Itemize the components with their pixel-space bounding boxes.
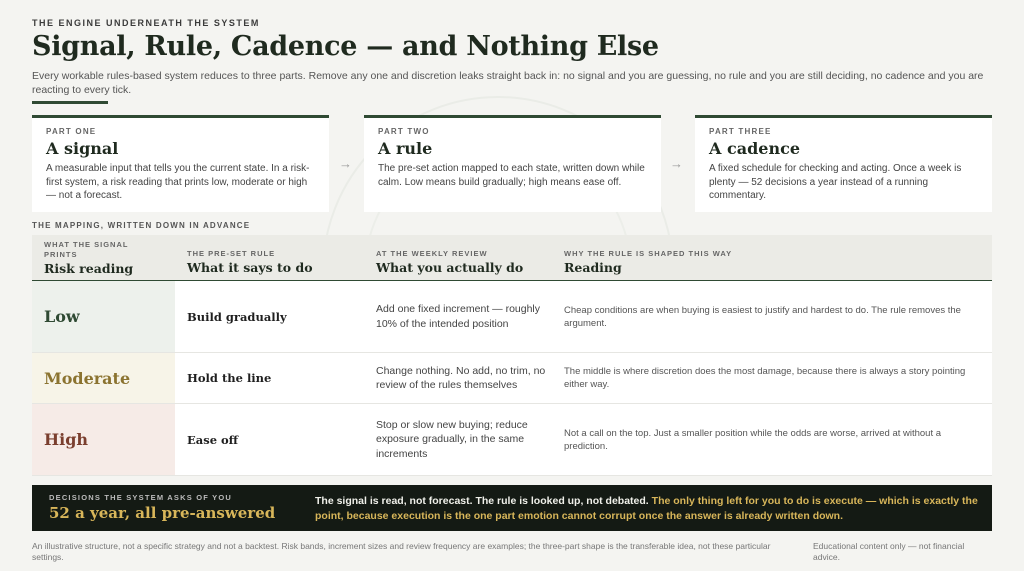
part-label: PART ONE bbox=[46, 127, 97, 136]
banner-text-white: The signal is read, not forecast. The rule is looked up, not debated. bbox=[315, 495, 649, 507]
header-large: What it says to do bbox=[187, 260, 313, 275]
banner-headline: 52 a year, all pre-answered bbox=[49, 504, 276, 522]
banner-text-gold: The only thing left for you to do is execute — which is exactly the point, because execution is the one part emotion cannot corrupt once the answer is already written down. bbox=[315, 495, 978, 522]
risk-reading-high: High bbox=[32, 404, 175, 475]
banner-text bbox=[315, 494, 980, 524]
reason-text: The middle is where discretion does the most damage, because there is always a story pointing either way. bbox=[564, 366, 966, 390]
infographic bbox=[32, 0, 992, 571]
part-desc: The pre-set action mapped to each state, written down while calm. Low means build gradually; high means ease off. bbox=[378, 163, 645, 188]
header-action bbox=[376, 249, 523, 275]
part-title: A signal bbox=[46, 139, 119, 158]
part-title: A cadence bbox=[709, 139, 801, 158]
table-header bbox=[32, 235, 992, 281]
action-text: Add one fixed increment — roughly 10% of the intended position bbox=[376, 303, 541, 330]
part-desc: A measurable input that tells you the current state. In a risk-first system, a risk reading that prints low, moderate or high — not a forecast. bbox=[46, 163, 310, 201]
part-card-cadence bbox=[695, 115, 992, 212]
reason-text: Not a call on the top. Just a smaller position while the odds are worse, arrived at without a prediction. bbox=[564, 427, 942, 452]
table-row bbox=[32, 404, 992, 476]
header-large: Risk reading bbox=[44, 261, 134, 276]
footer-disclaimer: An illustrative structure, not a specific strategy and not a backtest. Risk bands, increment sizes and review frequency are examples; the three-part shape is the transferable idea, not these particular settings. bbox=[32, 541, 771, 562]
rule-text: Hold the line bbox=[187, 371, 272, 385]
footer-advice-note: Educational content only — not financial advice. bbox=[813, 541, 965, 562]
header-small: WHY THE RULE IS SHAPED THIS WAY bbox=[564, 249, 733, 258]
header-large: What you actually do bbox=[376, 260, 524, 275]
part-title: A rule bbox=[378, 139, 433, 158]
summary-banner bbox=[32, 485, 992, 531]
risk-reading-low: Low bbox=[32, 281, 175, 352]
reason-text: Cheap conditions are when buying is easiest to justify and hardest to do. The rule removes the argument. bbox=[564, 304, 961, 329]
part-card-rule bbox=[364, 115, 661, 212]
header-small: AT THE WEEKLY REVIEW bbox=[376, 249, 488, 258]
rule-text: Ease off bbox=[187, 432, 239, 447]
header-risk-reading bbox=[44, 240, 164, 276]
header-rule bbox=[187, 249, 313, 275]
banner-label: DECISIONS THE SYSTEM ASKS OF YOU bbox=[49, 493, 233, 502]
kicker: THE ENGINE UNDERNEATH THE SYSTEM bbox=[32, 18, 260, 28]
intro-text: Every workable rules-based system reduces to three parts. Remove any one and discretion leaks straight back in: no signal and you are guessing, no rule and you are still deciding, no cadence and you are reacting to every tick. bbox=[32, 70, 984, 96]
header-large: Reading bbox=[564, 260, 622, 275]
action-text: Stop or slow new buying; reduce exposure gradually, in the same increments bbox=[376, 418, 528, 460]
arrow-right-icon: → bbox=[670, 156, 683, 171]
header-small: THE PRE-SET RULE bbox=[187, 249, 276, 258]
rule-text: Build gradually bbox=[187, 309, 287, 324]
action-text: Change nothing. No add, no trim, no review of the rules themselves bbox=[376, 364, 546, 391]
table-row bbox=[32, 281, 992, 353]
part-desc: A fixed schedule for checking and acting. Once a week is plenty — 52 decisions a year instead of a running commentary. bbox=[709, 163, 962, 201]
page-title: Signal, Rule, Cadence — and Nothing Else bbox=[32, 31, 659, 62]
part-label: PART TWO bbox=[378, 127, 430, 136]
part-card-signal bbox=[32, 115, 329, 212]
accent-rule bbox=[32, 101, 108, 104]
table-row bbox=[32, 353, 992, 404]
risk-reading-moderate: Moderate bbox=[32, 353, 175, 403]
part-label: PART THREE bbox=[709, 127, 772, 136]
header-reasoning bbox=[564, 249, 732, 275]
header-small: WHAT THE SIGNAL PRINTS bbox=[44, 240, 129, 259]
mapping-label: THE MAPPING, WRITTEN DOWN IN ADVANCE bbox=[32, 221, 251, 230]
arrow-right-icon: → bbox=[339, 156, 352, 171]
